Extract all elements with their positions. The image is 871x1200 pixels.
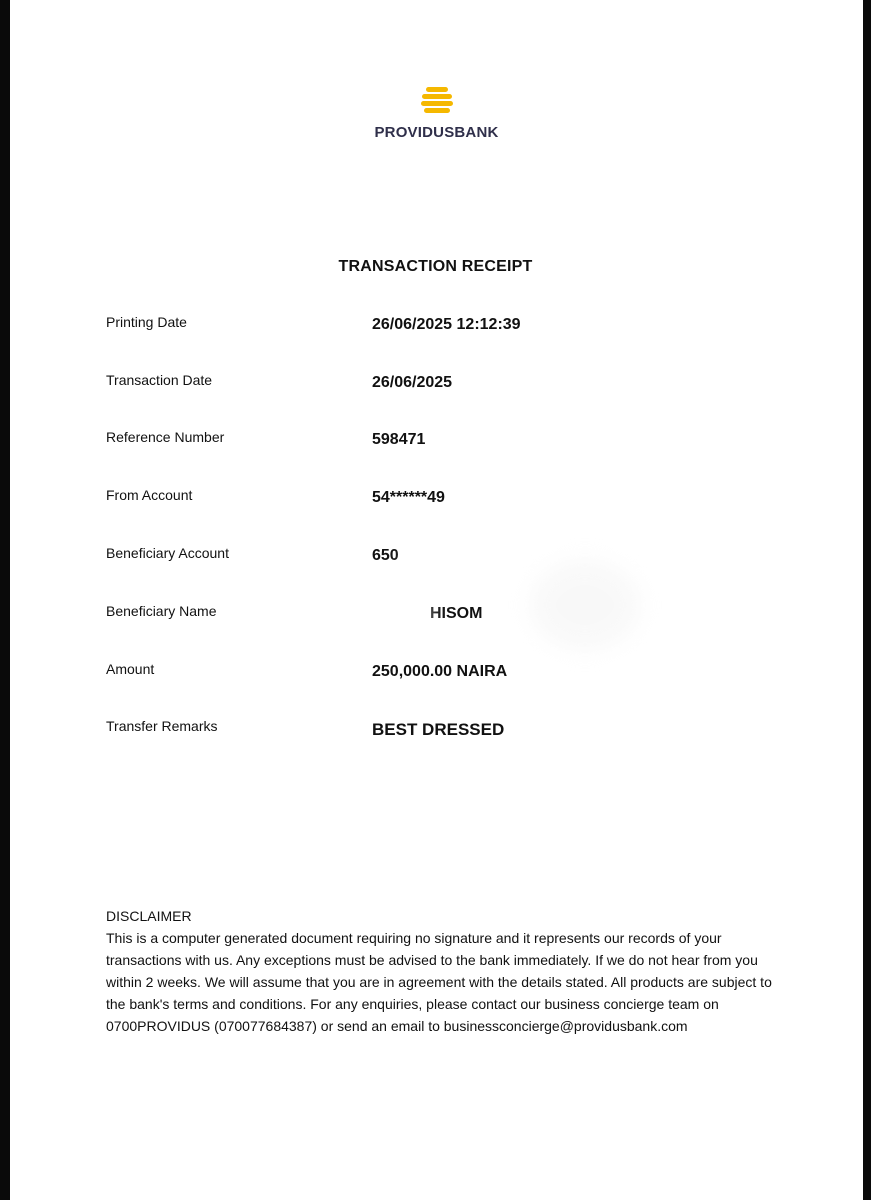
field-label: Beneficiary Account <box>106 545 229 561</box>
field-amount <box>10 661 863 685</box>
field-value: 26/06/2025 12:12:39 <box>372 316 521 333</box>
field-beneficiary-name <box>10 603 863 627</box>
field-value: HISOM <box>430 605 483 622</box>
providus-bank-logo-icon <box>420 86 454 116</box>
field-value: 54******49 <box>372 489 445 506</box>
redaction-smudge <box>405 548 495 572</box>
field-from-account <box>10 487 863 511</box>
field-label: Reference Number <box>106 429 225 445</box>
field-value: 250,000.00 NAIRA <box>372 663 508 680</box>
field-value: 650 <box>372 547 399 564</box>
field-transfer-remarks <box>10 718 863 742</box>
redaction-smudge <box>530 560 640 650</box>
receipt-page <box>10 0 863 1200</box>
field-value: 26/06/2025 <box>372 374 453 391</box>
bank-name: PROVIDUSBANK <box>374 124 499 141</box>
field-value: 598471 <box>372 431 426 448</box>
disclaimer-heading: DISCLAIMER <box>106 908 192 924</box>
field-label: Printing Date <box>106 314 187 330</box>
field-printing-date <box>10 314 863 338</box>
disclaimer-text: This is a computer generated document requiring no signature and it represents our records of your transactions with us. Any exceptions must be advised to the bank immediately. If we do not hear from you within 2 weeks. We will assume that you are in agreement with the details stated. All products are subject to the bank's terms and conditions. For any enquiries, please contact our business concierge team on 0700PROVIDUS (070077684387) or send an email to businessconcierge@providusbank.com <box>106 930 772 1034</box>
field-label: Amount <box>106 661 155 677</box>
redaction-smudge <box>480 515 540 565</box>
receipt-title: TRANSACTION RECEIPT <box>338 258 533 275</box>
redaction-smudge <box>360 600 430 630</box>
field-label: Transfer Remarks <box>106 718 218 734</box>
field-label: From Account <box>106 487 193 503</box>
field-label: Transaction Date <box>106 372 213 388</box>
field-transaction-date <box>10 372 863 396</box>
field-value: BEST DRESSED <box>372 720 505 739</box>
field-label: Beneficiary Name <box>106 603 217 619</box>
disclaimer <box>106 905 786 1037</box>
bank-logo <box>10 86 863 141</box>
field-reference-number <box>10 429 863 453</box>
